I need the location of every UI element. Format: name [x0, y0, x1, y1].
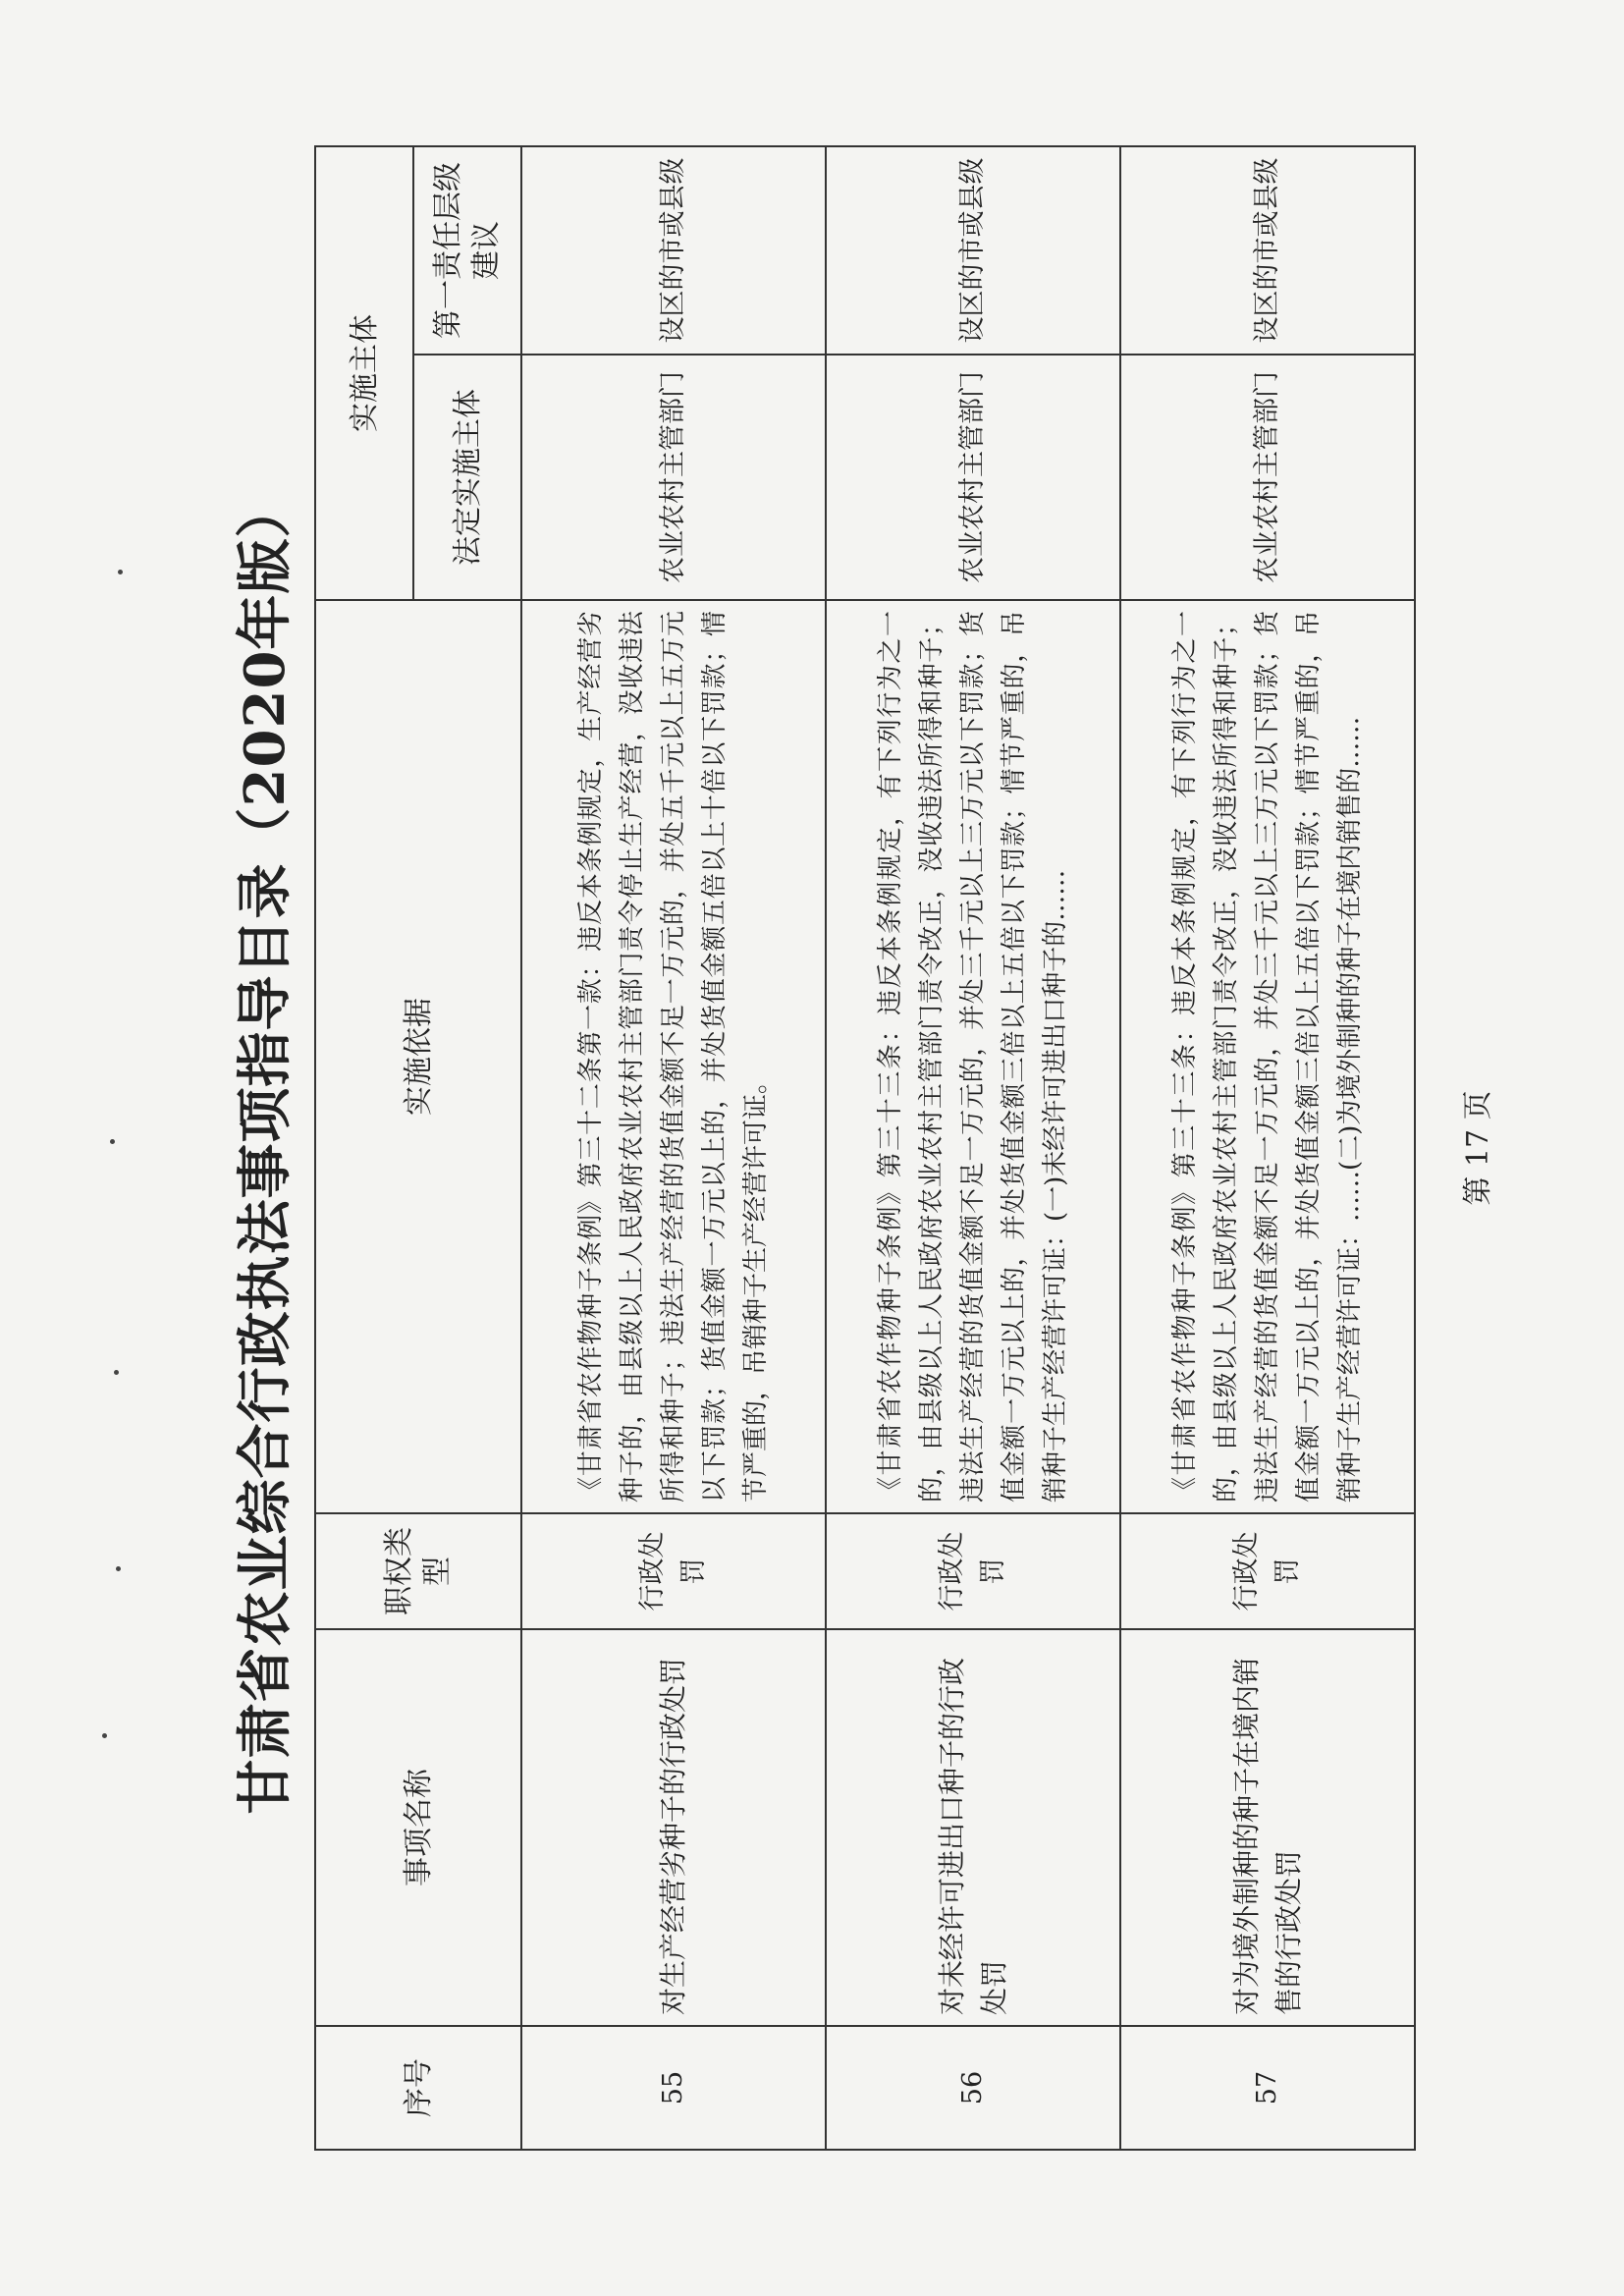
row-type: 行政处罚	[826, 1513, 1120, 1629]
header-legal-subject: 法定实施主体	[413, 355, 521, 600]
directory-table	[314, 145, 1416, 2151]
header-level: 第一责任层级建议	[413, 146, 521, 355]
scan-speck	[110, 1139, 115, 1144]
row-basis: 《甘肃省农作物种子条例》第三十三条：违反本条例规定，有下列行为之一的，由县级以上人民政府农业农村主管部门责令改正，没收违法所得和种子；违法生产经营的货值金额不足一万元的，并处三千元以上三万元以下罚款；货值金额一万元以上的，并处货值金额三倍以上五倍以下罚款；情节严重的，吊销种子生产经营许可证：(一)未经许可进出口种子的……	[826, 600, 1120, 1513]
row-legal-subject: 农业农村主管部门	[826, 355, 1120, 600]
row-basis: 《甘肃省农作物种子条例》第三十三条：违反本条例规定，有下列行为之一的，由县级以上人民政府农业农村主管部门责令改正，没收违法所得和种子；违法生产经营的货值金额不足一万元的，并处三千元以上三万元以下罚款；货值金额一万元以上的，并处货值金额三倍以上五倍以下罚款；情节严重的，吊销种子生产经营许可证：……(二)为境外制种的种子在境内销售的……	[1120, 600, 1415, 1513]
table-row	[826, 146, 1120, 2150]
row-type: 行政处罚	[521, 1513, 826, 1629]
header-seq: 序号	[315, 2026, 521, 2150]
row-seq: 56	[826, 2026, 1120, 2150]
row-name: 对生产经营劣种子的行政处罚	[521, 1629, 826, 2026]
scan-speck	[114, 1370, 119, 1375]
row-legal-subject: 农业农村主管部门	[521, 355, 826, 600]
row-name: 对为境外制种的种子在境内销售的行政处罚	[1120, 1629, 1415, 2026]
row-legal-subject: 农业农村主管部门	[1120, 355, 1415, 600]
scan-speck	[102, 1733, 107, 1738]
row-level: 设区的市或县级	[826, 146, 1120, 355]
row-seq: 55	[521, 2026, 826, 2150]
table-row	[1120, 146, 1415, 2150]
table-row	[521, 146, 826, 2150]
header-subject-group: 实施主体	[315, 146, 413, 600]
row-seq: 57	[1120, 2026, 1415, 2150]
row-basis: 《甘肃省农作物种子条例》第三十二条第一款：违反本条例规定，生产经营劣种子的，由县级以上人民政府农业农村主管部门责令停止生产经营，没收违法所得和种子；违法生产经营的货值金额不足一万元的，并处五千元以上五万元以下罚款；货值金额一万元以上的，并处货值金额五倍以上十倍以下罚款；情节严重的，吊销种子生产经营许可证。	[521, 600, 826, 1513]
scan-speck	[118, 570, 123, 574]
row-name: 对未经许可进出口种子的行政处罚	[826, 1629, 1120, 2026]
page-number: 第 17 页	[1461, 1090, 1495, 1206]
row-level: 设区的市或县级	[1120, 146, 1415, 355]
scan-speck	[116, 1566, 121, 1571]
header-name: 事项名称	[315, 1629, 521, 2026]
row-type: 行政处罚	[1120, 1513, 1415, 1629]
header-basis: 实施依据	[315, 600, 521, 1513]
row-level: 设区的市或县级	[521, 146, 826, 355]
header-type: 职权类型	[315, 1513, 521, 1629]
document-title: 甘肃省农业综合行政执法事项指导目录（2020年版）	[233, 481, 298, 1815]
